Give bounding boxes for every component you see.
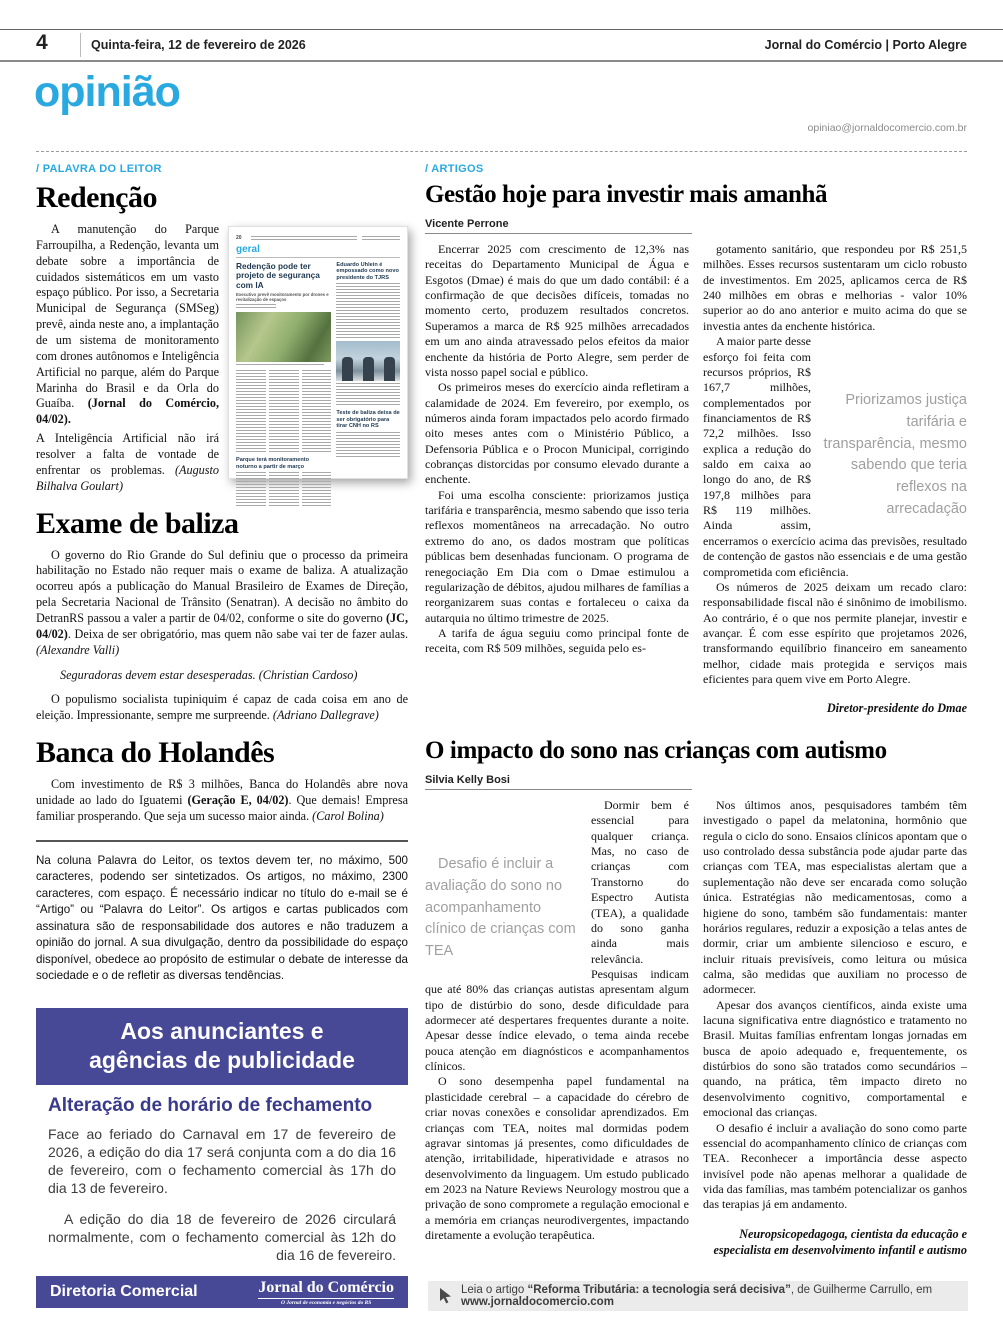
ad-body bbox=[36, 1085, 408, 1276]
article-paragraph: Os primeiros meses do exercício ainda refletiram a calamidade de 2024. Em fevereiro, por exemplo, os números ainda foram impactados pelo acordo firmado oito meses antes com o Ministério Público, a Defensoria Pública e o Procon Municipal, corrigindo cobranças distorcidas por consumo elevado durante a enchente. bbox=[425, 380, 689, 487]
fake-text-block bbox=[336, 283, 400, 339]
article-column-2 bbox=[703, 242, 967, 717]
officials-photo bbox=[336, 341, 400, 381]
clipping-body-text bbox=[236, 472, 331, 506]
newspaper-clipping bbox=[228, 226, 408, 479]
fake-text-block bbox=[236, 304, 276, 310]
web-note-text: , de Guilherme Carrullo, em bbox=[790, 1284, 933, 1296]
article-text: A maior parte desse esforço foi feita com recursos próprios, R$ 167,7 milhões, complementados por financiamentos de R$ 72,2 milhões. Isso explica a redução do saldo em caixa ao longo do ano, de R$ 197,8 milhões para R$ 119 milhões. Ainda assim, encerramos o exercício acima das previsões, resultado de contenção de gastos não essenciais e de uma gestão comprometida com eficiência. bbox=[703, 334, 967, 579]
top-rule bbox=[0, 29, 1003, 30]
fake-text-block bbox=[236, 370, 266, 454]
article-title: O impacto do sono nas crianças com autismo bbox=[425, 737, 887, 764]
section-rule bbox=[36, 840, 408, 842]
label-palavra-do-leitor: / PALAVRA DO LEITOR bbox=[36, 163, 162, 175]
ad-footer-label: Diretoria Comercial bbox=[50, 1283, 198, 1301]
fake-text-block bbox=[302, 370, 332, 454]
pull-quote: Priorizamos justiça tarifária e transparência, mesmo sabendo que teria reflexos na arrecadação bbox=[823, 392, 967, 517]
article-paragraph: Apesar dos avanços científicos, ainda existe uma lacuna significativa entre diagnóstico e tratamento no Brasil. Muitas famílias enfrentam longas jornadas em busca de apoio adequado e, frequentemente, os distúrbios do sono são tratados como secundários – quando, na prática, têm impacto direto no desenvolvimento cognitivo, comportamental e emocional das crianças. bbox=[703, 997, 967, 1120]
fake-text-block bbox=[236, 472, 266, 506]
fake-text-block bbox=[269, 370, 299, 454]
fake-text-block bbox=[302, 472, 332, 506]
article-signature: Neuropsicopedagoga, cientista da educação e especialista em desenvolvimento infantil e autismo bbox=[713, 1226, 967, 1257]
letter-title-banca: Banca do Holandês bbox=[36, 736, 275, 770]
letter-author: (Adriano Dallegrave) bbox=[272, 708, 379, 723]
clipping-page-number: 20 bbox=[236, 234, 242, 241]
clipping-headline-3: Parque terá monitoramento noturno a partir de março bbox=[236, 457, 310, 470]
letter-reference: (Geração E, 04/02) bbox=[187, 793, 289, 808]
ad-paragraph: A edição do dia 18 de fevereiro de 2026 circulará normalmente, com o fechamento comercial às 12h do dia 16 de fevereiro. bbox=[48, 1210, 396, 1264]
logo-name: Jornal do Comércio bbox=[258, 1279, 394, 1299]
letter-reference: (Jornal do Comércio, 04/02). bbox=[36, 396, 219, 427]
section-email: opiniao@jornaldocomercio.com.br bbox=[807, 122, 967, 134]
article-paragraph: Foi uma escolha consciente: priorizamos justiça tarifária e transparência, mesmo sabendo que isso teria reflexos momentâneos na arrecadação. No outro extremo do ano, os dados mostram que políticas públicas bem desenhadas funcionam. O programa de renegociação Em Dia com o Dmae estimulou a regularização de débitos, ajudou milhares de famílias a reorganizarem suas contas e fortaleceu o caixa da autarquia no último trimestre de 2025. bbox=[425, 487, 689, 625]
logo-tagline: O Jornal de economia e negócios do RS bbox=[281, 1299, 372, 1306]
letter-body bbox=[36, 692, 408, 724]
web-note-text: Leia o artigo bbox=[461, 1284, 528, 1296]
ad-header-line2: agências de publicidade bbox=[89, 1047, 355, 1074]
article-paragraph: O desafio é incluir a avaliação do sono como parte essencial do acompanhamento clínico de crianças com TEA. Reconhecer a importância desse aspecto invisível pode não apenas melhorar a qualidade de vida das famílias, mas também potencializar os ganhos das terapias já em andamento. bbox=[703, 1120, 967, 1212]
clipping-left-column bbox=[236, 262, 331, 506]
clipping-headline-1: Redenção pode ter projeto de segurança com IA bbox=[236, 261, 320, 290]
fake-text-block bbox=[336, 383, 400, 407]
dashed-rule bbox=[36, 151, 967, 152]
ad-footer bbox=[36, 1276, 408, 1308]
fake-text-block bbox=[336, 432, 400, 458]
masthead: Jornal do Comércio | Porto Alegre bbox=[764, 38, 967, 52]
web-url[interactable]: www.jornaldocomercio.com bbox=[461, 1296, 614, 1308]
letter-author: (Augusto Bilhalva Goulart) bbox=[36, 462, 219, 493]
article-signature: Diretor-presidente do Dmae bbox=[826, 701, 967, 716]
clipping-rule bbox=[236, 257, 400, 258]
pull-quote: Desafio é incluir a avaliação do sono no acompanhamento clínico de crianças com TEA bbox=[425, 856, 576, 959]
article-title: Gestão hoje para investir mais amanhã bbox=[425, 181, 828, 208]
article-paragraph: O sono desempenha papel fundamental na plasticidade cerebral – a capacidade do cérebro de criar novas conexões e consolidar aprendizados. Em crianças com TEA, noites mal dormidas podem agravar sintomas já presentes, como dificuldades de atenção, irritabilidade, hiperatividade e atrasos no desenvolvimento da linguagem. Um estudo publicado em 2023 na Nature Reviews Neurology mostrou que a privação de sono compromete a regulação emocional e a memória em crianças neurodivergentes, impactando diretamente a evolução terapêutica. bbox=[425, 1074, 689, 1243]
letter-text: O governo do Rio Grande do Sul definiu que o processo da primeira habilitação no Estado não requer mais o exame de baliza. A atualização ocorreu após a publicação do Manual Brasileiro de Exames de Direção, pela Secretaria Nacional de Trânsito (Senatran). A decisão no âmbito do DetranRS passou a valer a partir de 04/02, conforme o site do governo bbox=[36, 547, 408, 626]
letter-text: O populismo socialista tupiniquim é capaz de cada coisa em ano de eleição. Impressionante, sempre me surpreende. bbox=[36, 692, 408, 723]
ad-subtitle: Alteração de horário de fechamento bbox=[48, 1094, 373, 1116]
web-article-bar bbox=[428, 1281, 968, 1311]
letter-text: A manutenção do Parque Farroupilha, a Redenção, levanta um debate sobre a importância de cuidados sistemáticos em um vasto espaço público. Por isso, a Secretaria Municipal de Segurança (SMSeg) prevê, ainda neste ano, a implantação de um sistema de monitoramento com drones autônomos e Inteligência Artificial no parque, além do Parque Marinha do Brasil e da Orla do Guaíba. bbox=[36, 222, 219, 411]
ad-header-line1: Aos anunciantes e bbox=[120, 1018, 324, 1045]
article-paragraph: Encerrar 2025 com crescimento de 12,3% nas receitas do Departamento Municipal de Água e Esgotos (Dmae) é mais do que um dado contábil: é a confirmação de que decisões difíceis, tomadas no momento certo, produzem resultados concretos. Superamos a marca de R$ 925 milhões arrecadados em um ano ainda atravessado pelos efeitos da maior enchente da história de Porto Alegre, sem perder de vista nosso papel social e público. bbox=[425, 242, 689, 379]
letter-author: (Alexandre Valli) bbox=[36, 642, 120, 657]
article-gestao bbox=[425, 181, 967, 717]
section-title: opinião bbox=[34, 68, 180, 116]
fake-text-block bbox=[362, 236, 400, 240]
clipping-subhead: Executivo prevê monitoramento por drones e revitalização de espaços bbox=[236, 291, 329, 302]
page-number: 4 bbox=[36, 31, 48, 54]
label-artigos: / ARTIGOS bbox=[425, 163, 484, 175]
ad-paragraph: Face ao feriado do Carnaval em 17 de fevereiro de 2026, a edição do dia 17 será conjunta com a do dia 16 de fevereiro, com o fechamento comercial às 17h do dia 13 de fevereiro. bbox=[48, 1125, 396, 1197]
clipping-body-text bbox=[236, 370, 331, 454]
article-column-2 bbox=[703, 798, 967, 1258]
cursor-icon bbox=[439, 1288, 452, 1304]
jornal-do-comercio-logo bbox=[258, 1279, 394, 1306]
letter-title-redencao: Redenção bbox=[36, 181, 157, 214]
letter-body bbox=[36, 777, 408, 825]
letter-quote: Seguradoras devem estar desesperadas. (Christian Cardoso) bbox=[60, 667, 358, 682]
editorial-disclaimer: Na coluna Palavra do Leitor, os textos devem ter, no máximo, 500 caracteres, podendo ser sintetizados. Os artigos, no máximo, 2300 caracteres, com espaço. É necessário indicar no título do e-mail se é “Artigo” ou “Palavra do Leitor”. Os artigos e cartas publicados com assinatura são de responsabilidade dos autores e não traduzem a opinião do jornal. A sua divulgação, dentro da possibilidade do espaço disponível, obedece ao propósito de estimular o debate de interesse da sociedade e o de refletir as diversas tendências. bbox=[36, 853, 408, 982]
web-article-title: “Reforma Tributária: a tecnologia será decisiva” bbox=[527, 1284, 791, 1296]
letter-text: A Inteligência Artificial não irá resolver a falta de vontade de enfrentar os problemas. bbox=[36, 431, 219, 477]
letter-reference: (JC, 04/02) bbox=[36, 611, 408, 641]
ad-header bbox=[36, 1008, 408, 1085]
clipping-header bbox=[236, 234, 400, 241]
article-column-1 bbox=[425, 242, 689, 717]
clipping-headline-2: Eduardo Uhlein é empossado como novo presidente do TJRS bbox=[336, 262, 399, 281]
letter-body bbox=[36, 548, 408, 659]
commercial-notice-box bbox=[36, 1008, 408, 1308]
article-paragraph bbox=[425, 798, 689, 1074]
clipping-section-label: geral bbox=[236, 244, 260, 255]
article-author: Vicente Perrone bbox=[425, 218, 692, 234]
article-paragraph: Os números de 2025 deixam um recado claro: responsabilidade fiscal não é sinônimo de imobilismo. Ao contrário, é o que nos permite planejar, investir e avançar. É com esse espírito que projetamos 2026, transformando equilíbrio financeiro em saneamento melhor, cidade mais protegida e serviços mais eficientes para quem vive em Porto Alegre. bbox=[703, 579, 967, 687]
fake-text-block bbox=[251, 236, 357, 240]
reader-column bbox=[36, 181, 408, 1308]
letter-text: Com investimento de R$ 3 milhões, Banca do Holandês abre nova unidade ao lado do Iguatemi bbox=[36, 777, 408, 808]
web-article-text bbox=[461, 1284, 957, 1308]
article-paragraph: gotamento sanitário, que respondeu por R$ 251,5 milhões. Esses recursos sustentaram um ciclo robusto de investimentos. Em 2025, aplicamos cerca de R$ 240 milhões em obras e melhorias - valor 10% superior ao do ano anterior e muito acima do que se investia antes da enchente histórica. bbox=[703, 242, 967, 333]
header-divider bbox=[80, 33, 81, 57]
article-paragraph: Nos últimos anos, pesquisadores também têm investigado o papel da melatonina, hormônio que regula o ciclo do sono. Ensaios clínicos apontam que o uso controlado dessa substância pode ajudar parte das crianças com TEA, mas especialistas alertam que a suplementação não deve ser encarada como solução única. Estratégias não medicamentosas, como a higiene do sono, também são fundamentais: manter horários regulares, reduzir a exposição a telas antes de dormir, criar um ambiente silencioso e escuro, e incluir rituais previsíveis, como leitura ou música calma, são medidas que auxiliam no processo de adormecer. bbox=[703, 798, 967, 997]
letter-text: . Que demais! Empresa familiar prosperando. Que seja um sucesso maior ainda. bbox=[36, 793, 408, 823]
article-paragraph: A tarifa de água seguiu como principal fonte de receita, com R$ 509 milhões, seguida pelo es- bbox=[425, 625, 689, 656]
article-column-1 bbox=[425, 798, 689, 1258]
fake-text-block bbox=[236, 364, 324, 367]
fake-text-block bbox=[269, 472, 299, 506]
article-columns bbox=[425, 798, 967, 1258]
article-text: Dormir bem é essencial para qualquer criança. Mas, no caso de crianças com Transtorno do Espectro Autista (TEA), a qualidade do sono ganha ainda mais relevância. Pesquisas indicam que até 80% das crianças autistas apresentam algum tipo de distúrbio do sono, desde dificuldade para adormecer até despertares frequentes durante a noite. Apesar desse índice elevado, o tema ainda recebe pouca atenção em diagnósticos e acompanhamentos clínicos. bbox=[425, 798, 689, 1074]
article-author: Silvia Kelly Bosi bbox=[425, 774, 692, 790]
edition-date: Quinta-feira, 12 de fevereiro de 2026 bbox=[91, 38, 306, 52]
letter-text: . Deixa de ser obrigatório, mas quem não sabe vai ter de fazer aulas. bbox=[67, 626, 408, 641]
letter-author: (Carol Bolina) bbox=[312, 808, 384, 823]
article-paragraph bbox=[703, 334, 967, 580]
park-photo bbox=[236, 312, 331, 362]
clipping-right-column bbox=[336, 262, 400, 506]
letter-title-exame: Exame de baliza bbox=[36, 506, 239, 540]
article-sono bbox=[425, 737, 967, 1258]
clipping-headline-4: Teste de baliza deixa de ser obrigatório para tirar CNH no RS bbox=[336, 410, 400, 430]
header-rule bbox=[0, 60, 1003, 62]
article-columns bbox=[425, 242, 967, 717]
clipping-columns bbox=[236, 262, 400, 506]
